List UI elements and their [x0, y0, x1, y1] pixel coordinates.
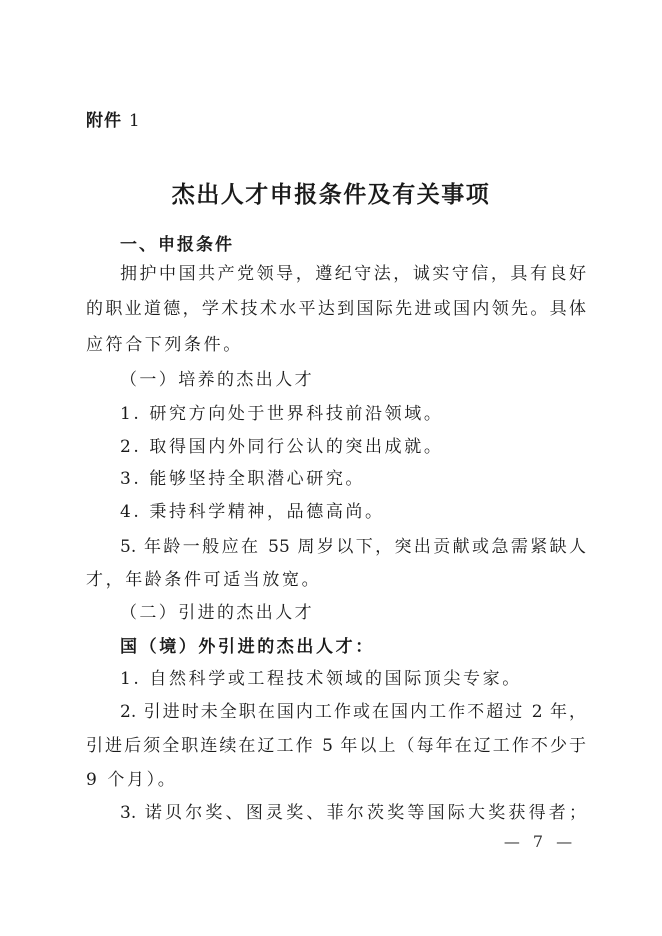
- subsection-heading-trained: （一）培养的杰出人才: [120, 370, 314, 390]
- page-number: — 7 —: [503, 832, 577, 851]
- introduced-item-3: 3. 诺贝尔奖、图灵奖、菲尔茨奖等国际大奖获得者；: [120, 803, 586, 823]
- intro-line-1: 拥护中国共产党领导，遵纪守法，诚实守信，具有良好: [120, 264, 586, 284]
- trained-item-3: 3. 能够坚持全职潜心研究。: [120, 469, 366, 489]
- trained-item-2: 2. 取得国内外同行公认的突出成就。: [120, 437, 444, 457]
- trained-item-5-line-2: 才，年龄条件可适当放宽。: [86, 570, 322, 590]
- introduced-subheading: 国（境）外引进的杰出人才：: [120, 637, 375, 657]
- introduced-item-2-line-1: 2. 引进时未全职在国内工作或在国内工作不超过 2 年，: [120, 702, 586, 722]
- trained-item-1: 1. 研究方向处于世界科技前沿领域。: [120, 404, 444, 424]
- introduced-item-2-line-2: 引进后须全职连续在辽工作 5 年以上（每年在辽工作不少于: [86, 736, 586, 756]
- trained-item-4: 4. 秉持科学精神，品德高尚。: [120, 502, 385, 522]
- intro-line-3: 应符合下列条件。: [86, 335, 243, 355]
- annex-text: 附件: [86, 111, 122, 131]
- document-title: 杰出人才申报条件及有关事项: [171, 181, 491, 208]
- annex-number: 1: [128, 111, 141, 131]
- intro-line-2: 的职业道德，学术技术水平达到国际先进或国内领先。具体: [86, 299, 586, 319]
- subsection-heading-introduced: （二）引进的杰出人才: [120, 603, 314, 623]
- annex-label: [86, 106, 141, 131]
- introduced-item-1: 1. 自然科学或工程技术领域的国际顶尖专家。: [120, 669, 522, 689]
- trained-item-5-line-1: 5. 年龄一般应在 55 周岁以下，突出贡献或急需紧缺人: [120, 537, 586, 557]
- introduced-item-2-line-3: 9 个月）。: [86, 770, 178, 790]
- section-heading-conditions: 一、申报条件: [120, 235, 234, 255]
